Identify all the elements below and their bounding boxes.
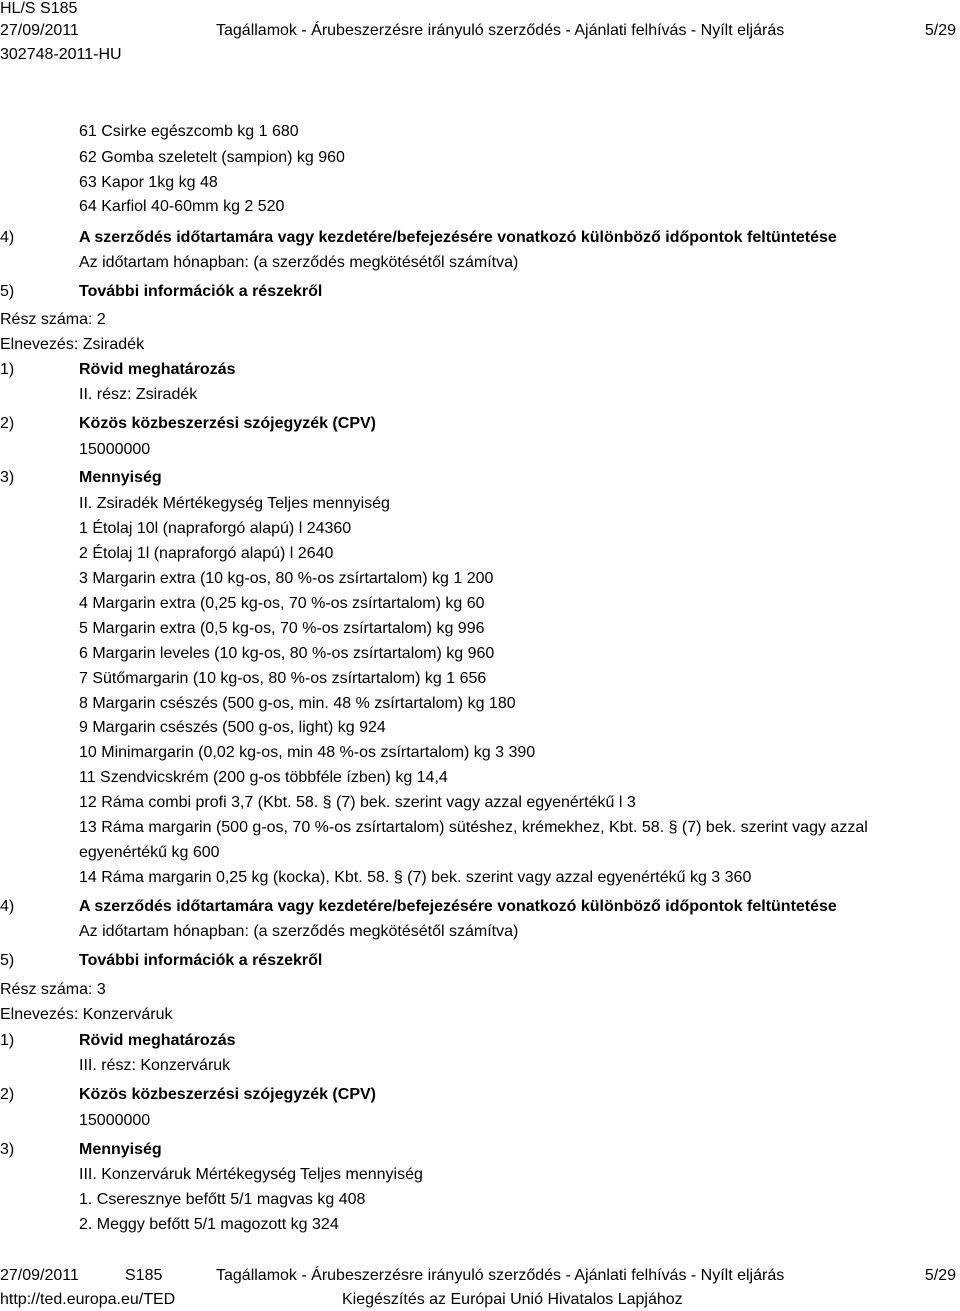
table-row: 3 Margarin extra (10 kg-os, 80 %-os zsírtartalom) kg 1 200 (79, 570, 494, 587)
footer-url-link[interactable]: http://ted.europa.eu/TED (0, 1291, 176, 1308)
table-row: 9 Margarin csészés (500 g-os, light) kg 924 (79, 719, 386, 736)
table-row: 12 Ráma combi profi 3,7 (Kbt. 58. § (7) bek. szerint vagy azzal egyenértékű l 3 (79, 794, 636, 811)
table-row: 13 Ráma margarin (500 g-os, 70 %-os zsírtartalom) sütéshez, krémekhez, Kbt. 58. § (7) bek. szerint vagy azzal (79, 819, 868, 836)
table-row: 7 Sütőmargarin (10 kg-os, 80 %-os zsírtartalom) kg 1 656 (79, 670, 487, 687)
cpv-code: 15000000 (79, 441, 151, 458)
table-row: 1 Étolaj 10l (napraforgó alapú) l 24360 (79, 520, 352, 537)
table-row: 1. Cseresznye befőtt 5/1 magvas kg 408 (79, 1191, 366, 1208)
lot-number: Rész száma: 2 (0, 311, 106, 328)
section-text: Az időtartam hónapban: (a szerződés megkötésétől számítva) (79, 923, 519, 940)
table-row: egyenértékű kg 600 (79, 844, 220, 861)
section-number: 3) (0, 1141, 15, 1158)
section-number: 1) (0, 361, 15, 378)
section-text: III. rész: Konzerváruk (79, 1057, 231, 1074)
header-date: 27/09/2011 (0, 22, 79, 39)
footer-page-number: 5/29 (924, 1267, 956, 1284)
lot-number: Rész száma: 3 (0, 981, 106, 998)
section-text: Az időtartam hónapban: (a szerződés megkötésétől számítva) (79, 254, 519, 271)
list-item: 62 Gomba szeletelt (sampion) kg 960 (79, 149, 345, 166)
list-item: 64 Karfiol 40-60mm kg 2 520 (79, 198, 285, 215)
section-number: 2) (0, 1086, 15, 1103)
table-row: 11 Szendvicskrém (200 g-os többféle ízben) kg 14,4 (79, 769, 448, 786)
section-heading: A szerződés időtartamára vagy kezdetére/befejezésére vonatkozó különböző időpontok feltüntetése (79, 898, 837, 915)
section-heading: Közös közbeszerzési szójegyzék (CPV) (79, 1086, 376, 1103)
table-row: 2 Étolaj 1l (napraforgó alapú) l 2640 (79, 545, 334, 562)
list-item: 61 Csirke egészcomb kg 1 680 (79, 123, 299, 140)
section-heading: Rövid meghatározás (79, 1032, 236, 1049)
header-title: Tagállamok - Árubeszerzésre irányuló szerződés - Ajánlati felhívás - Nyílt eljárás (216, 22, 785, 39)
footer-code: S185 (125, 1267, 163, 1284)
section-number: 4) (0, 898, 15, 915)
table-row: 8 Margarin csészés (500 g-os, min. 48 % zsírtartalom) kg 180 (79, 695, 516, 712)
section-heading: Mennyiség (79, 1141, 162, 1158)
table-row: 2. Meggy befőtt 5/1 magozott kg 324 (79, 1216, 339, 1233)
section-heading: További információk a részekről (79, 283, 323, 300)
header-page-number: 5/29 (924, 22, 956, 39)
table-row: 6 Margarin leveles (10 kg-os, 80 %-os zsírtartalom) kg 960 (79, 645, 495, 662)
footer-title: Tagállamok - Árubeszerzésre irányuló szerződés - Ajánlati felhívás - Nyílt eljárás (216, 1267, 785, 1284)
section-number: 1) (0, 1032, 15, 1049)
table-row: 5 Margarin extra (0,5 kg-os, 70 %-os zsírtartalom) kg 996 (79, 620, 485, 637)
section-number: 5) (0, 952, 15, 969)
section-heading: Mennyiség (79, 469, 162, 486)
list-item: 63 Kapor 1kg kg 48 (79, 174, 218, 191)
section-number: 2) (0, 415, 15, 432)
section-number: 4) (0, 229, 15, 246)
section-number: 3) (0, 469, 15, 486)
header-doc-code: HL/S S185 (0, 0, 78, 17)
section-number: 5) (0, 283, 15, 300)
footer-date: 27/09/2011 (0, 1267, 79, 1284)
section-heading: A szerződés időtartamára vagy kezdetére/befejezésére vonatkozó különböző időpontok feltüntetése (79, 229, 837, 246)
table-header: II. Zsiradék Mértékegység Teljes mennyiség (79, 495, 390, 512)
table-header: III. Konzerváruk Mértékegység Teljes mennyiség (79, 1166, 423, 1183)
section-heading: További információk a részekről (79, 952, 323, 969)
table-row: 10 Minimargarin (0,02 kg-os, min 48 %-os zsírtartalom) kg 3 390 (79, 744, 536, 761)
header-notice-id: 302748-2011-HU (0, 46, 122, 63)
lot-title: Elnevezés: Zsiradék (0, 336, 145, 353)
lot-title: Elnevezés: Konzerváruk (0, 1006, 173, 1023)
section-text: II. rész: Zsiradék (79, 386, 198, 403)
footer-publisher: Kiegészítés az Európai Unió Hivatalos Lapjához (342, 1291, 683, 1308)
section-heading: Közös közbeszerzési szójegyzék (CPV) (79, 415, 376, 432)
cpv-code: 15000000 (79, 1112, 151, 1129)
section-heading: Rövid meghatározás (79, 361, 236, 378)
table-row: 4 Margarin extra (0,25 kg-os, 70 %-os zsírtartalom) kg 60 (79, 595, 485, 612)
table-row: 14 Ráma margarin 0,25 kg (kocka), Kbt. 58. § (7) bek. szerint vagy azzal egyenértékű kg 3 360 (79, 869, 752, 886)
